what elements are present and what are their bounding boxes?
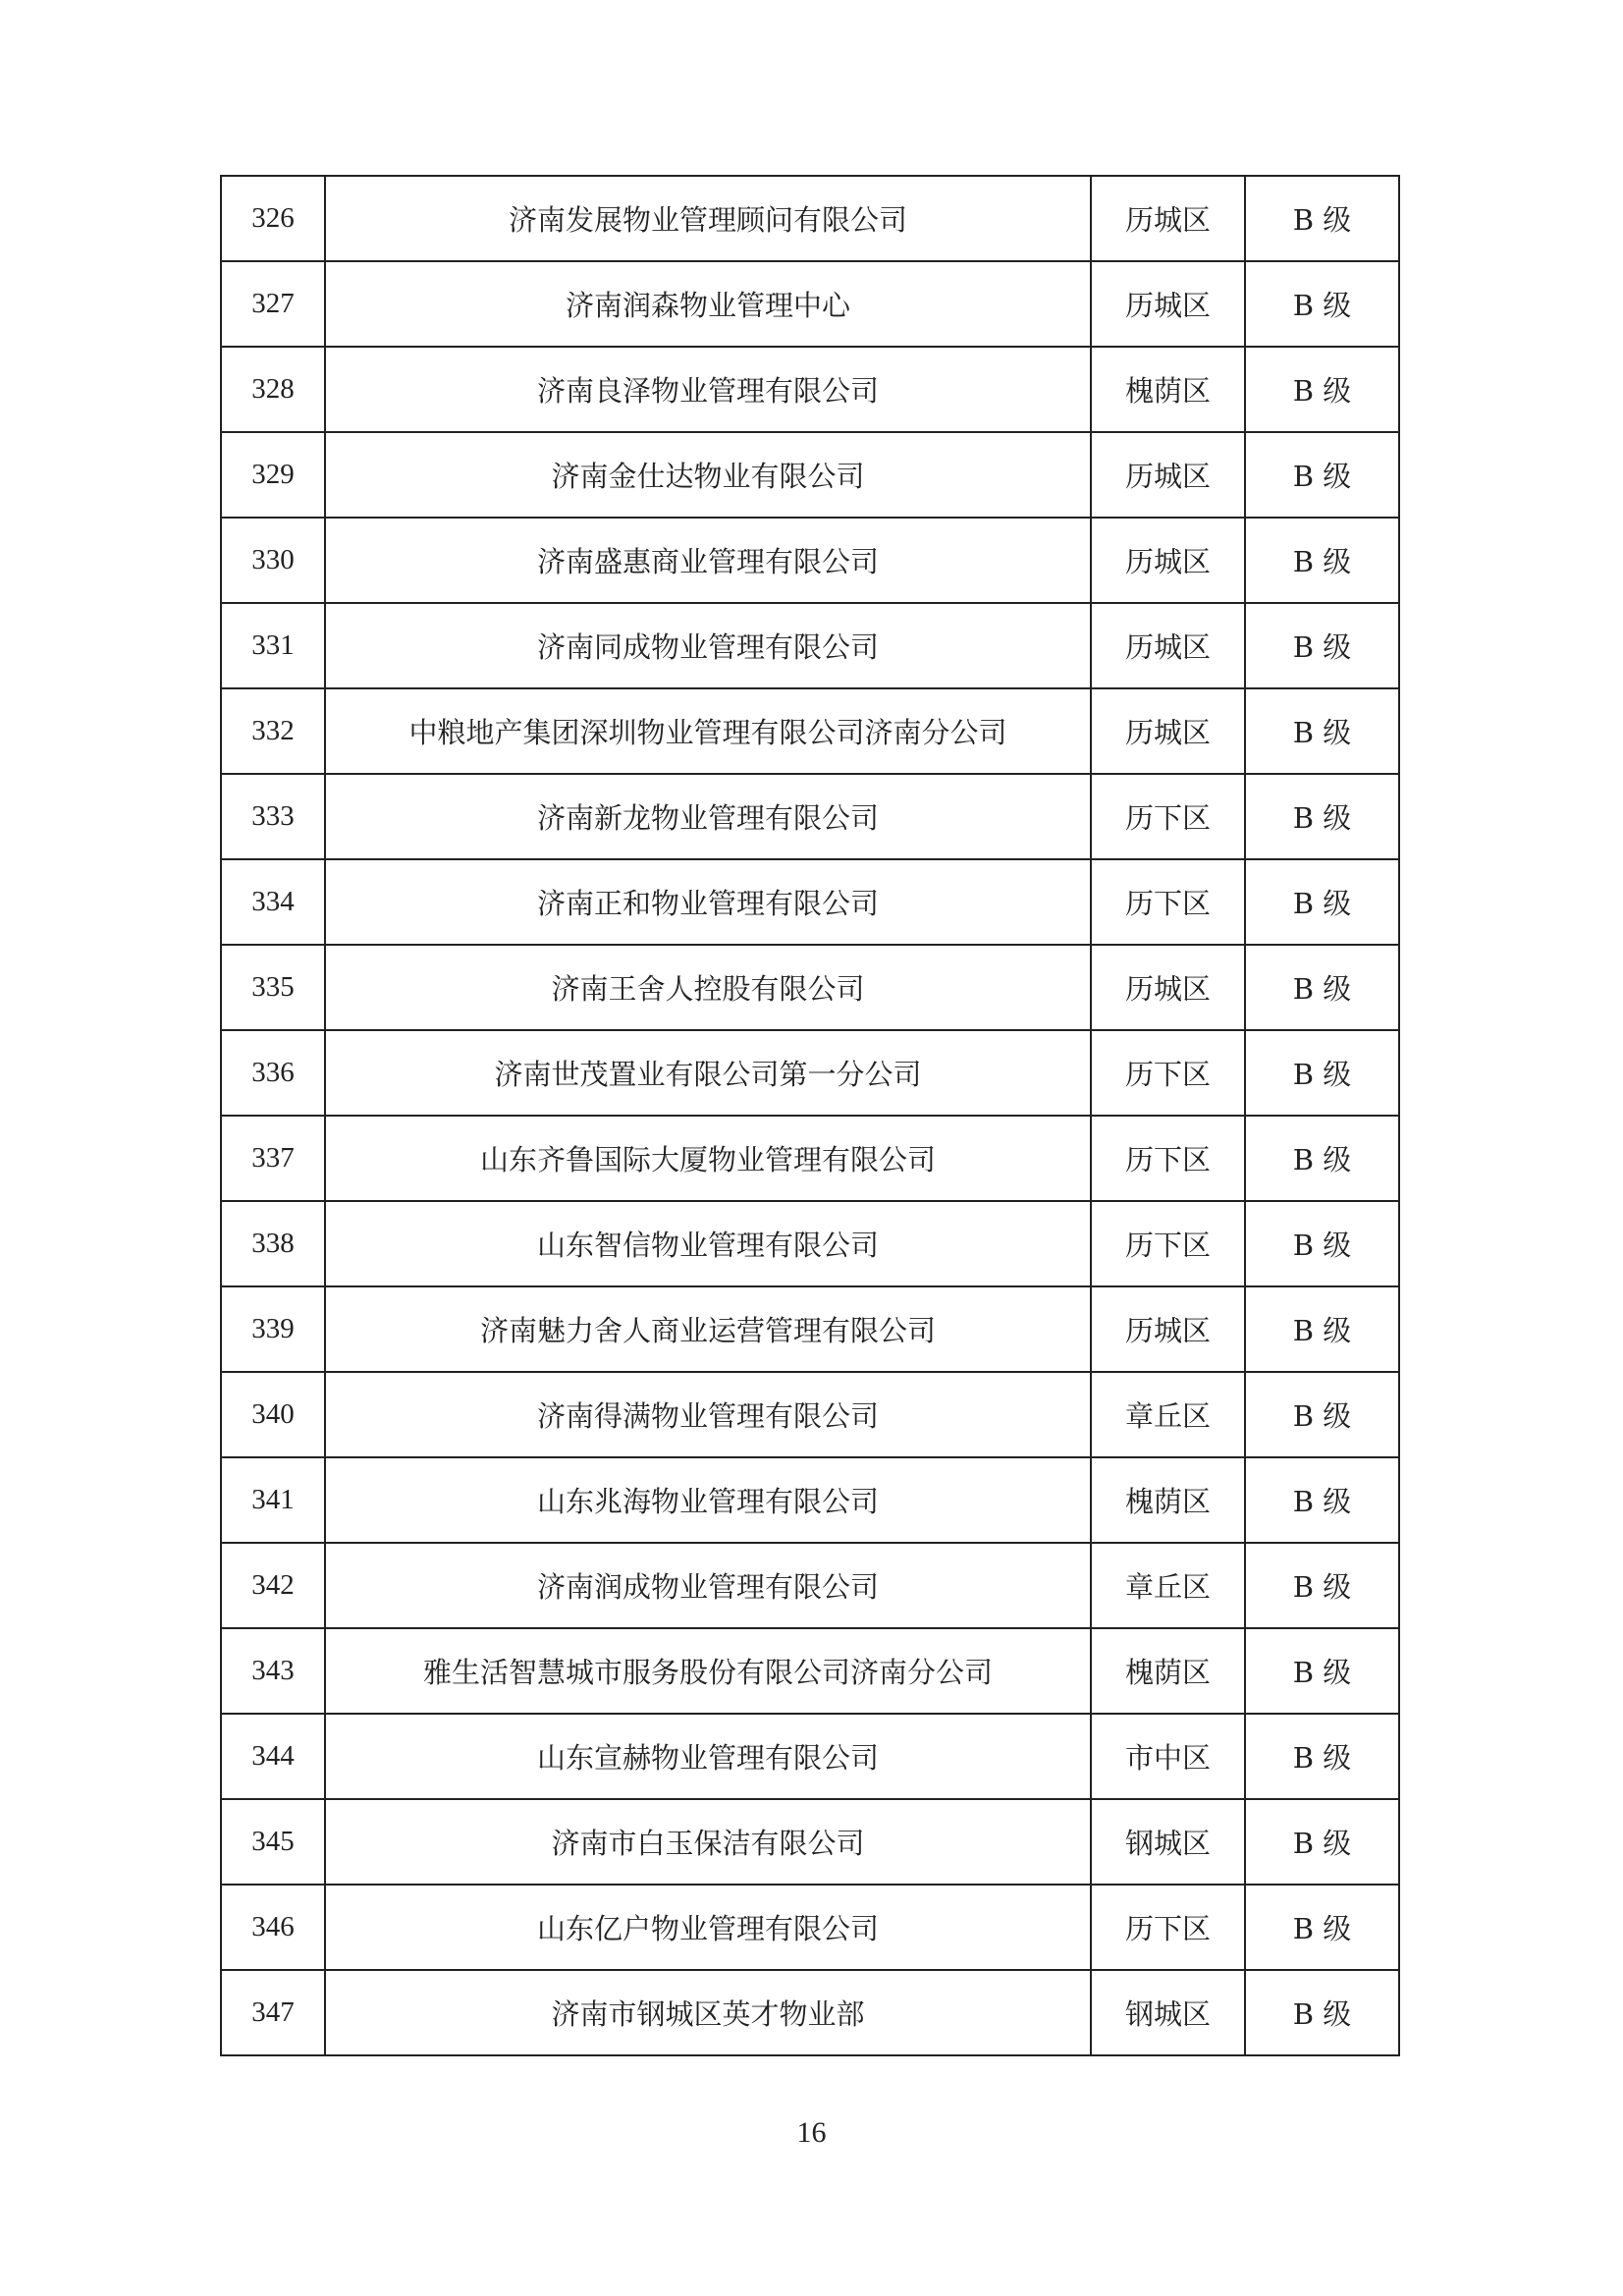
company-name-cell: 山东智信物业管理有限公司	[325, 1201, 1091, 1286]
company-name-cell: 济南润成物业管理有限公司	[325, 1543, 1091, 1628]
grade-cell: B 级	[1245, 176, 1399, 261]
district-cell: 历城区	[1091, 945, 1245, 1030]
company-name-cell: 济南金仕达物业有限公司	[325, 432, 1091, 518]
grade-cell: B 级	[1245, 1970, 1399, 2055]
row-number-cell: 340	[221, 1372, 325, 1457]
table-row	[221, 688, 1399, 774]
table-row	[221, 176, 1399, 261]
grade-cell: B 级	[1245, 1286, 1399, 1372]
table-row	[221, 1116, 1399, 1201]
grade-cell: B 级	[1245, 859, 1399, 945]
company-name-cell: 济南正和物业管理有限公司	[325, 859, 1091, 945]
company-name-cell: 雅生活智慧城市服务股份有限公司济南分公司	[325, 1628, 1091, 1714]
row-number-cell: 344	[221, 1714, 325, 1799]
row-number-cell: 337	[221, 1116, 325, 1201]
row-number-cell: 347	[221, 1970, 325, 2055]
table-row	[221, 1799, 1399, 1885]
district-cell: 历下区	[1091, 774, 1245, 859]
district-cell: 历下区	[1091, 1885, 1245, 1970]
grade-cell: B 级	[1245, 1116, 1399, 1201]
table-row	[221, 1372, 1399, 1457]
district-cell: 历下区	[1091, 1201, 1245, 1286]
district-cell: 钢城区	[1091, 1799, 1245, 1885]
table-row	[221, 261, 1399, 347]
row-number-cell: 327	[221, 261, 325, 347]
company-name-cell: 济南发展物业管理顾问有限公司	[325, 176, 1091, 261]
company-name-cell: 济南王舍人控股有限公司	[325, 945, 1091, 1030]
table-row	[221, 1970, 1399, 2055]
table-row	[221, 1714, 1399, 1799]
table-row	[221, 859, 1399, 945]
company-name-cell: 济南盛惠商业管理有限公司	[325, 518, 1091, 603]
grade-cell: B 级	[1245, 1714, 1399, 1799]
table-row	[221, 1201, 1399, 1286]
grade-cell: B 级	[1245, 1799, 1399, 1885]
company-name-cell: 济南世茂置业有限公司第一分公司	[325, 1030, 1091, 1116]
table-row	[221, 603, 1399, 688]
company-rating-table	[220, 175, 1400, 2056]
grade-cell: B 级	[1245, 945, 1399, 1030]
company-name-cell: 山东亿户物业管理有限公司	[325, 1885, 1091, 1970]
row-number-cell: 339	[221, 1286, 325, 1372]
district-cell: 历下区	[1091, 1030, 1245, 1116]
row-number-cell: 331	[221, 603, 325, 688]
district-cell: 槐荫区	[1091, 1457, 1245, 1543]
grade-cell: B 级	[1245, 1457, 1399, 1543]
district-cell: 槐荫区	[1091, 1628, 1245, 1714]
row-number-cell: 346	[221, 1885, 325, 1970]
table-row	[221, 1286, 1399, 1372]
grade-cell: B 级	[1245, 1885, 1399, 1970]
table-row	[221, 774, 1399, 859]
company-name-cell: 山东齐鲁国际大厦物业管理有限公司	[325, 1116, 1091, 1201]
row-number-cell: 338	[221, 1201, 325, 1286]
district-cell: 历城区	[1091, 688, 1245, 774]
district-cell: 历城区	[1091, 603, 1245, 688]
row-number-cell: 333	[221, 774, 325, 859]
company-name-cell: 济南新龙物业管理有限公司	[325, 774, 1091, 859]
table-row	[221, 945, 1399, 1030]
company-name-cell: 山东宣赫物业管理有限公司	[325, 1714, 1091, 1799]
grade-cell: B 级	[1245, 1201, 1399, 1286]
row-number-cell: 329	[221, 432, 325, 518]
district-cell: 章丘区	[1091, 1543, 1245, 1628]
table-row	[221, 1457, 1399, 1543]
table-row	[221, 1885, 1399, 1970]
grade-cell: B 级	[1245, 1628, 1399, 1714]
row-number-cell: 336	[221, 1030, 325, 1116]
grade-cell: B 级	[1245, 518, 1399, 603]
district-cell: 历城区	[1091, 518, 1245, 603]
district-cell: 章丘区	[1091, 1372, 1245, 1457]
grade-cell: B 级	[1245, 261, 1399, 347]
row-number-cell: 342	[221, 1543, 325, 1628]
district-cell: 历城区	[1091, 176, 1245, 261]
page-number: 16	[796, 2116, 827, 2149]
grade-cell: B 级	[1245, 347, 1399, 432]
district-cell: 历下区	[1091, 859, 1245, 945]
table-row	[221, 1030, 1399, 1116]
row-number-cell: 335	[221, 945, 325, 1030]
table-row	[221, 1628, 1399, 1714]
district-cell: 历城区	[1091, 1286, 1245, 1372]
district-cell: 历城区	[1091, 432, 1245, 518]
district-cell: 槐荫区	[1091, 347, 1245, 432]
table-row	[221, 347, 1399, 432]
grade-cell: B 级	[1245, 603, 1399, 688]
row-number-cell: 341	[221, 1457, 325, 1543]
grade-cell: B 级	[1245, 1372, 1399, 1457]
company-name-cell: 济南魅力舍人商业运营管理有限公司	[325, 1286, 1091, 1372]
company-name-cell: 济南同成物业管理有限公司	[325, 603, 1091, 688]
table-body	[221, 176, 1399, 2055]
district-cell: 钢城区	[1091, 1970, 1245, 2055]
row-number-cell: 334	[221, 859, 325, 945]
grade-cell: B 级	[1245, 432, 1399, 518]
district-cell: 历城区	[1091, 261, 1245, 347]
company-name-cell: 济南得满物业管理有限公司	[325, 1372, 1091, 1457]
grade-cell: B 级	[1245, 1543, 1399, 1628]
grade-cell: B 级	[1245, 774, 1399, 859]
grade-cell: B 级	[1245, 1030, 1399, 1116]
grade-cell: B 级	[1245, 688, 1399, 774]
row-number-cell: 328	[221, 347, 325, 432]
table-row	[221, 1543, 1399, 1628]
row-number-cell: 330	[221, 518, 325, 603]
company-name-cell: 山东兆海物业管理有限公司	[325, 1457, 1091, 1543]
row-number-cell: 326	[221, 176, 325, 261]
table-row	[221, 518, 1399, 603]
district-cell: 市中区	[1091, 1714, 1245, 1799]
company-name-cell: 中粮地产集团深圳物业管理有限公司济南分公司	[325, 688, 1091, 774]
row-number-cell: 343	[221, 1628, 325, 1714]
row-number-cell: 345	[221, 1799, 325, 1885]
company-name-cell: 济南市白玉保洁有限公司	[325, 1799, 1091, 1885]
company-name-cell: 济南润森物业管理中心	[325, 261, 1091, 347]
company-name-cell: 济南市钢城区英才物业部	[325, 1970, 1091, 2055]
district-cell: 历下区	[1091, 1116, 1245, 1201]
table-row	[221, 432, 1399, 518]
row-number-cell: 332	[221, 688, 325, 774]
company-name-cell: 济南良泽物业管理有限公司	[325, 347, 1091, 432]
